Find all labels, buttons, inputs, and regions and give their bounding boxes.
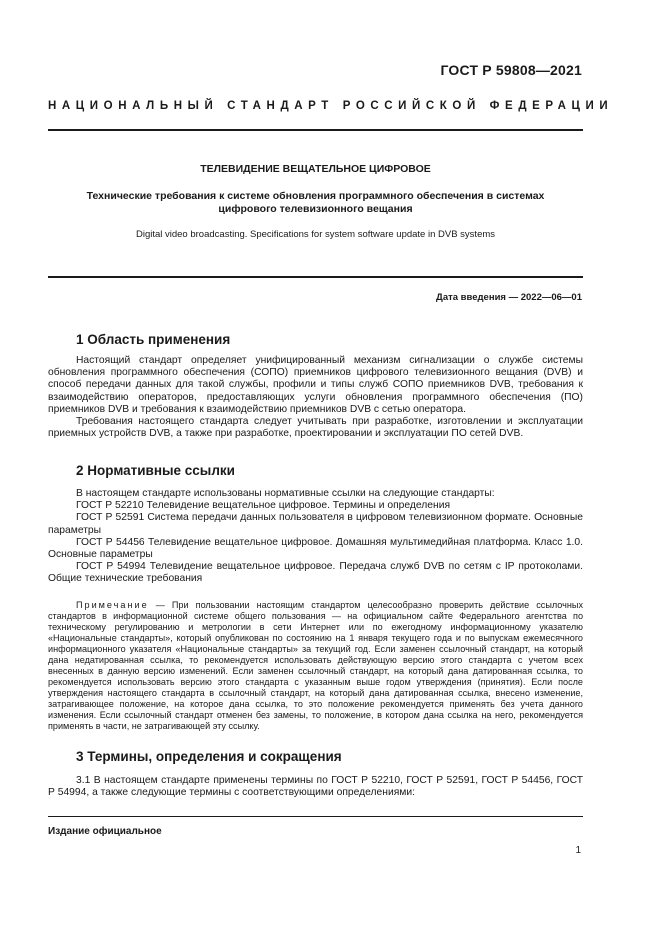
reference-note	[48, 600, 583, 732]
note-text: — При пользовании настоящим стандартом целесообразно проверить действие ссылочных стандартов в информационной системе общего пользования — на официальном сайте Федерального агентства по техническому регулированию и метрологии в сети Интернет или по ежегодному информационному указателю «Национальные стандарты», который опубликован по состоянию на 1 января текущего года и по выпускам ежемесячного информационного указателя «Национальные стандарты» за текущий год. Если заменен ссылочный стандарт, на который дана недатированная ссылка, то рекомендуется использовать действующую версию этого стандарта с учетом всех внесенных в данную версию изменений. Если заменен ссылочный стандарт, на который дана датированная ссылка, то рекомендуется использовать версию этого стандарта с указанным выше годом утверждения (принятия). Если после утверждения настоящего стандарта в ссылочный стандарт, на который дана датированная ссылка, внесено изменение, затрагивающее положение, на которое дана ссылка, то это положение рекомендуется применять без учета данного изменения. Если ссылочный стандарт отменен без замены, то положение, в котором дана ссылка на него, рекомендуется применять в части, не затрагивающей эту ссылку.	[48, 600, 583, 731]
paragraph: 3.1 В настоящем стандарте применены термины по ГОСТ Р 52210, ГОСТ Р 52591, ГОСТ Р 54456, ГОСТ Р 54994, а также следующие термины с соответствующими определениями:	[48, 775, 583, 799]
paragraph: Настоящий стандарт определяет унифицированный механизм сигнализации о службе системы обновления программного обеспечения (СОПО) приемников цифрового телевизионного вещания (DVB) и способ передачи данных для такой службы, профили и типы служб СОПО приемников DVB, требования к взаимодействию операторов, предоставляющих услуги обновления программного обеспечения (ПО) приемников DVB и требования к взаимодействию приемников DVB с сетью оператора.	[48, 355, 583, 415]
document-subtitle: Технические требования к системе обновления программного обеспечения в системах цифрового телевизионного вещания	[86, 190, 545, 215]
middle-rule	[48, 276, 583, 278]
section-1-heading: 1 Область применения	[76, 332, 231, 347]
document-title: ТЕЛЕВИДЕНИЕ ВЕЩАТЕЛЬНОЕ ЦИФРОВОЕ	[200, 163, 431, 175]
official-edition-label: Издание официальное	[48, 826, 162, 837]
section-3-heading: 3 Термины, определения и сокращения	[76, 749, 342, 764]
national-standard-banner: НАЦИОНАЛЬНЫЙ СТАНДАРТ РОССИЙСКОЙ ФЕДЕРАЦИИ	[48, 100, 614, 112]
gost-code: ГОСТ Р 59808—2021	[440, 62, 582, 78]
english-title: Digital video broadcasting. Specifications for system software update in DVB systems	[135, 229, 496, 240]
note-label: Примечание	[76, 600, 149, 610]
top-rule	[48, 129, 583, 131]
section-3-body	[48, 775, 583, 799]
reference-item: ГОСТ Р 52591 Система передачи данных пользователя в цифровом телевизионном формате. Основные параметры	[48, 512, 583, 536]
reference-item: ГОСТ Р 54456 Телевидение вещательное цифровое. Домашняя мультимедийная платформа. Класс 1.0. Основные параметры	[48, 536, 583, 561]
reference-item: ГОСТ Р 52210 Телевидение вещательное цифровое. Термины и определения	[76, 500, 451, 512]
page-number: 1	[575, 845, 581, 856]
section-1-body	[48, 355, 583, 440]
section-2-heading: 2 Нормативные ссылки	[76, 463, 235, 478]
reference-item: ГОСТ Р 54994 Телевидение вещательное цифровое. Передача служб DVB по сетям с IP протоколами. Общие технические требования	[48, 561, 583, 585]
introduction-date: Дата введения — 2022—06—01	[436, 292, 582, 303]
bottom-rule	[48, 816, 583, 817]
paragraph: Требования настоящего стандарта следует учитывать при разработке, изготовлении и эксплуатации приемных устройств DVB, а также при разработке, проектировании и эксплуатации ПО сетей DVB.	[48, 416, 583, 440]
paragraph: В настоящем стандарте использованы нормативные ссылки на следующие стандарты:	[76, 488, 495, 499]
section-2-body	[48, 488, 583, 586]
